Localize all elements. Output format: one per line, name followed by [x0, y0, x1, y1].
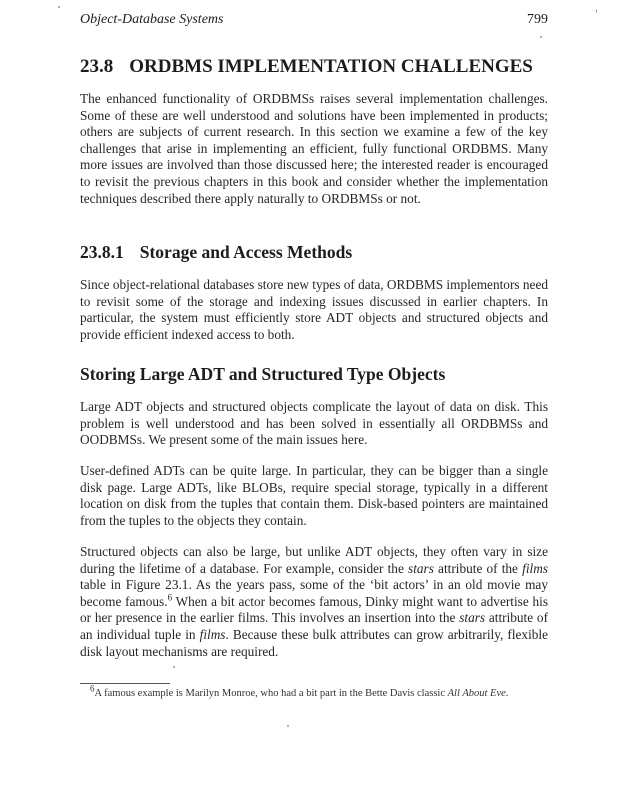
paragraph-user-defined-adts: User-defined ADTs can be quite large. In particular, they can be bigger than a single disk page. Large ADTs, like BLOBs, require special storage, typically in a different location on disk from the tuples that contain them. Disk-based pointers are maintained from the tuples to the objects they contain. — [80, 463, 548, 528]
text-run: attribute of the — [433, 560, 523, 576]
stars-attribute: stars — [408, 560, 434, 576]
running-head — [80, 12, 548, 28]
subsection-intro-block — [80, 277, 548, 343]
footnote-reference: 6 — [167, 592, 173, 603]
page-number: 799 — [527, 12, 548, 27]
subsection-heading — [80, 241, 548, 263]
text-run: Structured objects can also be large, but unlike ADT objects, they often vary in size during the lifetime of a database. For example, consider the — [80, 544, 548, 576]
section-number: 23.8 — [80, 56, 114, 77]
subsection-intro-paragraph: Since object-relational databases store new types of data, ORDBMS implementors need to revisit some of the storage and indexing issues discussed in earlier chapters. In particular, the system must efficiently store ADT objects and structured objects and provide efficient indexed access to both. — [80, 277, 548, 342]
scan-speck — [596, 9, 597, 13]
subsection-number: 23.8.1 — [80, 242, 124, 262]
paragraph-large-objects: Large ADT objects and structured objects complicate the layout of data on disk. This problem is well understood and has been solved in essentially all ORDBMSs and OODBMSs. We present some of the main issues here. — [80, 399, 548, 448]
section-title: ORDBMS IMPLEMENTATION CHALLENGES — [129, 56, 533, 77]
para3-block — [80, 544, 548, 660]
stars-attribute: stars — [459, 610, 486, 626]
running-title: Object-Database Systems — [80, 12, 224, 27]
subsubsection-title: Storing Large ADT and Structured Type Objects — [80, 364, 446, 384]
scan-speck — [540, 36, 542, 38]
footnote-text: A famous example is Marilyn Monroe, who had a bit part in the Bette Davis classic — [94, 688, 448, 699]
paragraph-structured-objects — [80, 544, 548, 660]
section-heading — [80, 55, 548, 79]
footnote-end: . — [505, 688, 509, 699]
text-run: table in Figure 23.1. As the years pass, some of the ‘bit actors’ in an old movie may become famous. — [80, 577, 548, 609]
text-run: When a bit actor becomes famous, Dinky might want to advertise his or her presence in the earlier films. This involves an insertion into the — [80, 593, 548, 626]
subsubsection-heading — [80, 363, 548, 385]
text-run: . Because these bulk attributes can grow arbitrarily, flexible disk layout mechanisms are required. — [80, 626, 549, 659]
footnote — [80, 683, 552, 701]
para2-block — [80, 463, 548, 529]
scan-speck — [287, 725, 289, 727]
footnote-mark: 6 — [90, 683, 95, 694]
section-intro-block — [80, 91, 548, 207]
subsection-title: Storage and Access Methods — [139, 242, 353, 262]
scan-speck — [173, 666, 175, 668]
text-run: attribute of an individual tuple in — [80, 610, 548, 642]
films-table: films — [199, 626, 226, 642]
films-table: films — [522, 560, 548, 576]
scan-speck — [58, 6, 60, 8]
para1-block — [80, 399, 548, 449]
footnote-film-title: All About Eve — [447, 688, 506, 699]
section-intro-paragraph: The enhanced functionality of ORDBMSs raises several implementation challenges. Some of these are well understood and solutions have been implemented in products; others are subjects of current research. In this section we examine a few of the key challenges that arise in implementing an efficient, fully functional ORDBMS. Many more issues are involved than those discussed here; the interested reader is encouraged to revisit the previous chapters in this book and consider whether the implementation techniques described there apply naturally to ORDBMSs or not. — [80, 91, 548, 206]
